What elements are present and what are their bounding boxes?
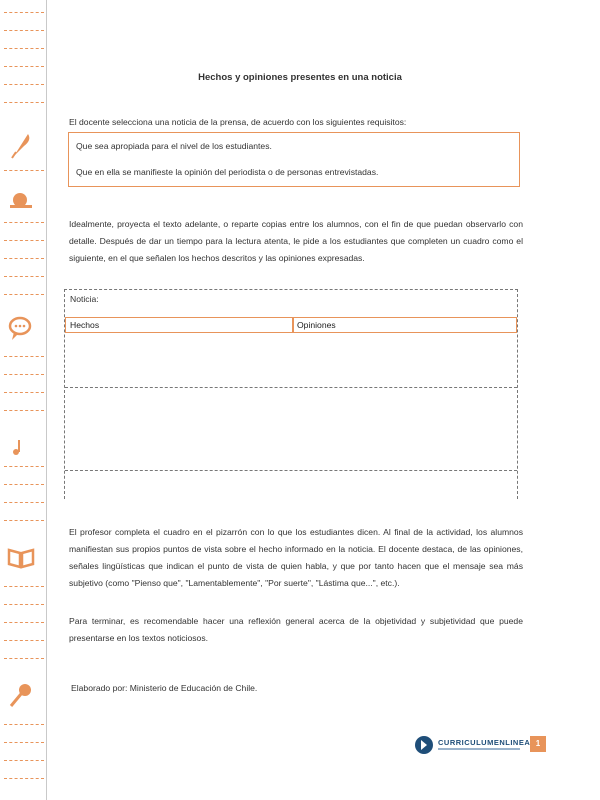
- noticia-label: Noticia:: [70, 294, 99, 304]
- sidebar-dash: [4, 374, 44, 381]
- sidebar-dash: [4, 12, 44, 19]
- speech-bubble-icon: [6, 314, 36, 344]
- open-book-icon: [6, 542, 36, 572]
- decorative-sidebar: [0, 0, 50, 800]
- sidebar-dash: [4, 240, 44, 247]
- sidebar-dash: [4, 356, 44, 363]
- sidebar-dash: [4, 640, 44, 647]
- sidebar-dash: [4, 724, 44, 731]
- sidebar-dash: [4, 392, 44, 399]
- sidebar-dash: [4, 520, 44, 527]
- logo-brand-text: CURRICULUMENLINEA: [438, 738, 531, 747]
- sidebar-dash: [4, 30, 44, 37]
- sidebar-dash: [4, 276, 44, 283]
- requirement-item: Que sea apropiada para el nivel de los estudiantes.: [76, 141, 272, 151]
- microphone-icon: [6, 680, 36, 710]
- sidebar-divider: [46, 0, 47, 800]
- sidebar-dash: [4, 604, 44, 611]
- paragraph-closing: Para terminar, es recomendable hacer una reflexión general acerca de la objetividad y subjetividad que puede presentarse en los textos noticiosos.: [69, 616, 523, 643]
- page-number-badge: 1: [530, 736, 546, 752]
- sidebar-dash: [4, 170, 44, 177]
- sidebar-dash: [4, 294, 44, 301]
- music-note-icon: [6, 432, 36, 462]
- sidebar-dash: [4, 622, 44, 629]
- sidebar-dash: [4, 778, 44, 785]
- snail-icon: [6, 184, 36, 214]
- sidebar-dash: [4, 586, 44, 593]
- curriculum-logo: [414, 735, 531, 757]
- table-header: [65, 317, 517, 333]
- paragraph-teacher: El profesor completa el cuadro en el pizarrón con lo que los estudiantes dicen. Al final de la actividad, los alumnos manifiestan sus propios puntos de vista sobre el hecho informado en la noticia. El docente destaca, de las opiniones, señales lingüísticas que indican el punto de vista de quien habla, y que por tanto hacen que el mensaje sea más subjetivo (como "Pienso que", "Lamentablemente", "Por suerte", "Lástima que...", etc.).: [69, 527, 523, 588]
- sidebar-dash: [4, 658, 44, 665]
- table-row-divider: [65, 387, 517, 388]
- sidebar-dash: [4, 502, 44, 509]
- facts-opinions-table: [64, 289, 518, 499]
- sidebar-dash: [4, 484, 44, 491]
- column-separator: [292, 318, 294, 332]
- page-title: Hechos y opiniones presentes en una noticia: [198, 72, 402, 83]
- requirements-box: [68, 132, 520, 187]
- sidebar-dash: [4, 48, 44, 55]
- credit-text: Elaborado por: Ministerio de Educación de Chile.: [71, 683, 258, 693]
- table-row-divider: [65, 470, 517, 471]
- logo-mark-icon: [414, 735, 434, 755]
- sidebar-dash: [4, 410, 44, 417]
- sidebar-dash: [4, 66, 44, 73]
- sidebar-dash: [4, 258, 44, 265]
- intro-text: El docente selecciona una noticia de la prensa, de acuerdo con los siguientes requisitos:: [69, 117, 407, 127]
- quill-pen-icon: [6, 130, 36, 160]
- sidebar-dash: [4, 466, 44, 473]
- sidebar-dash: [4, 760, 44, 767]
- requirement-item: Que en ella se manifieste la opinión del periodista o de personas entrevistadas.: [76, 167, 379, 177]
- sidebar-dash: [4, 102, 44, 109]
- column-header-opiniones: Opiniones: [297, 320, 336, 330]
- logo-underline: [438, 748, 520, 750]
- sidebar-dash: [4, 84, 44, 91]
- sidebar-dash: [4, 222, 44, 229]
- sidebar-dash: [4, 742, 44, 749]
- paragraph-instructions: Idealmente, proyecta el texto adelante, o reparte copias entre los alumnos, con el fin de que puedan observarlo con detalle. Después de dar un tiempo para la lectura atenta, le pide a los estudiantes que completen un cuadro como el siguiente, en el que señalen los hechos descritos y las opiniones expresadas.: [69, 219, 523, 263]
- column-header-hechos: Hechos: [70, 320, 100, 330]
